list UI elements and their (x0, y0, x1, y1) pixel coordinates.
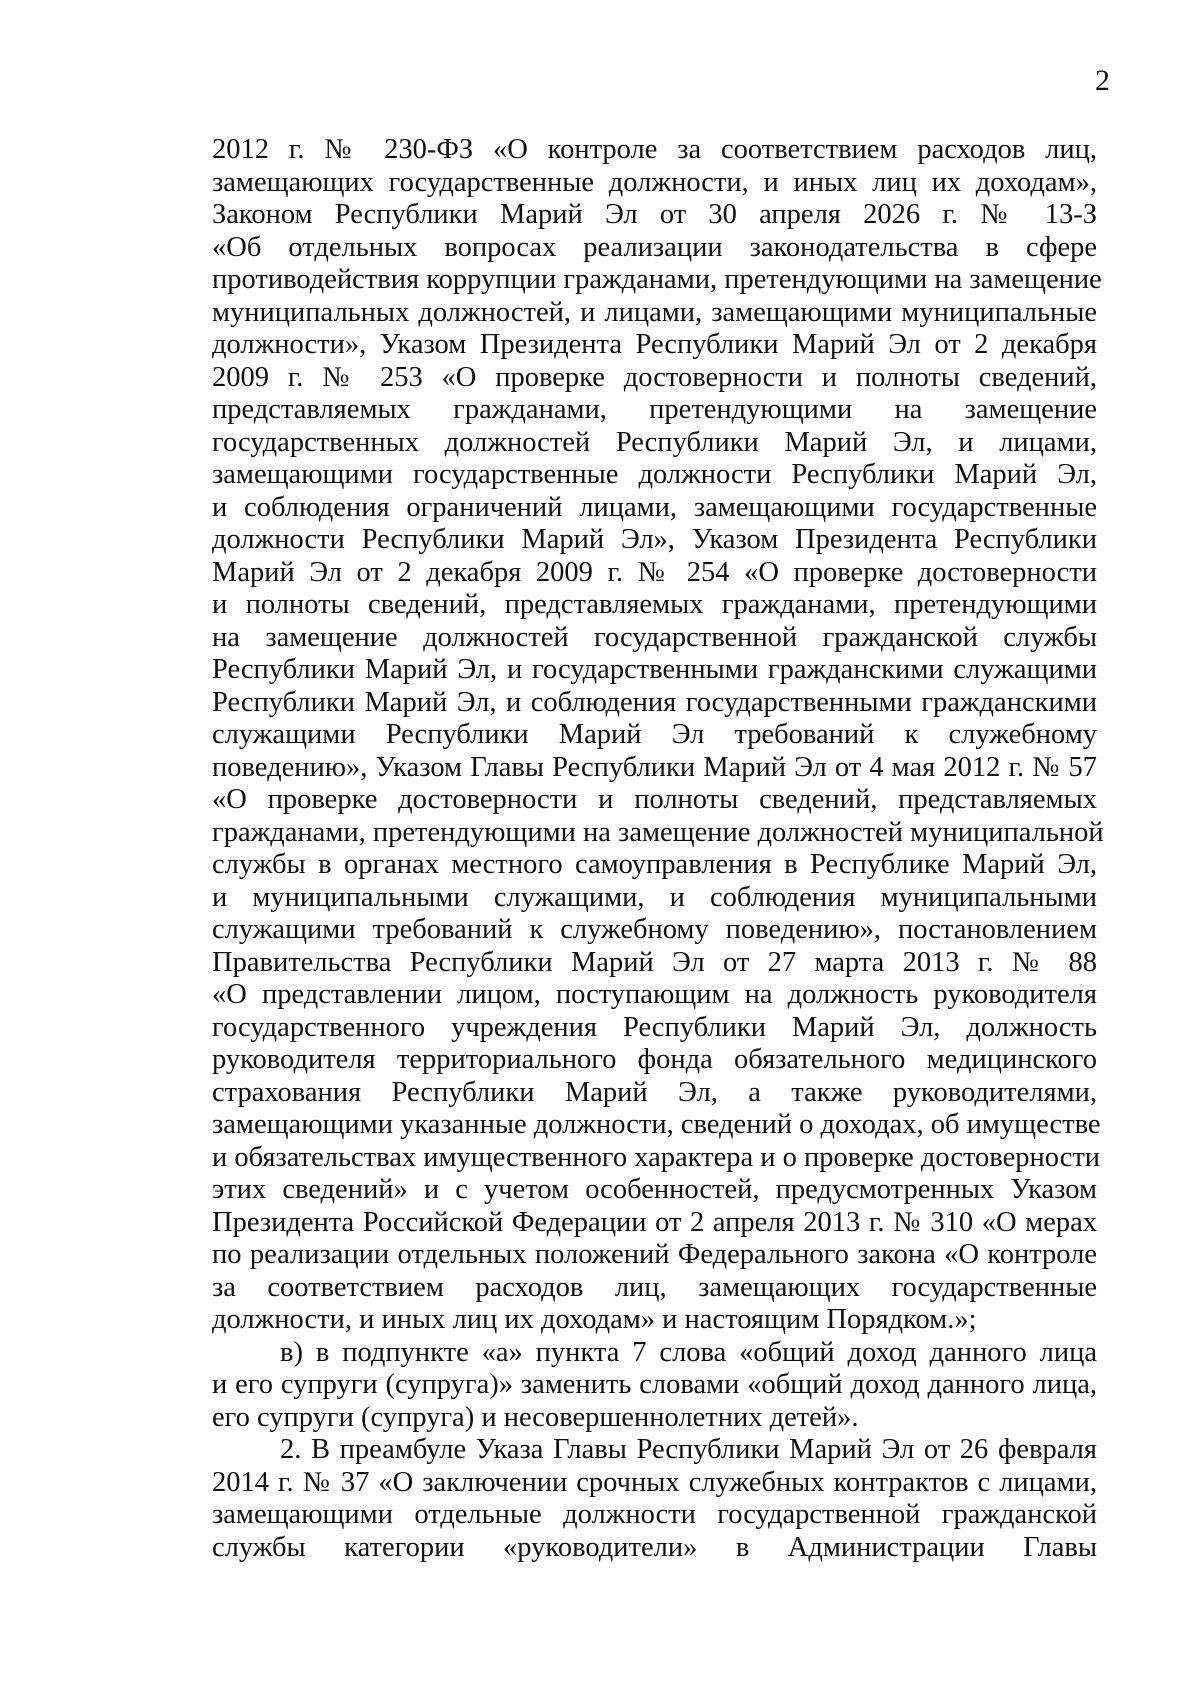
text-line: должности Республики Марий Эл», Указом Президента Республики (212, 524, 1097, 555)
text-line: службы категории «руководители» в Администрации Главы (212, 1531, 1097, 1563)
text-line: «Об отдельных вопросах реализации законодательства в сфере (212, 231, 1097, 263)
text-line: должности, и иных лиц их доходам» и настоящим Порядком.»; (212, 1304, 977, 1335)
text-line: службы в органах местного самоуправления в Республике Марий Эл, (212, 849, 1097, 880)
text-line: страхования Республики Марий Эл, а также руководителями, (212, 1076, 1097, 1108)
text-line: замещающих государственные должности, и иных лиц их доходам», (212, 166, 1097, 198)
text-line: Президента Российской Федерации от 2 апреля 2013 г. № 310 «О мерах (212, 1206, 1097, 1238)
text-line: руководителя территориального фонда обязательного медицинского (212, 1044, 1097, 1075)
text-line: 2012 г. № 230-ФЗ «О контроле за соответствием расходов лиц, (212, 134, 1097, 165)
text-line: и соблюдения ограничений лицами, замещающими государственные (212, 491, 1097, 523)
text-line: и муниципальными служащими, и соблюдения муниципальными (212, 881, 1097, 913)
paragraph-continuation (212, 134, 1104, 1337)
document-body (212, 134, 1104, 1564)
text-line: и обязательствах имущественного характера и о проверке достоверности (212, 1141, 1101, 1173)
text-line: 2009 г. № 253 «О проверке достоверности и полноты сведений, (212, 361, 1097, 393)
text-line: «О представлении лицом, поступающим на должность руководителя (212, 979, 1097, 1010)
text-line: представляемых гражданами, претендующими на замещение (212, 394, 1097, 425)
text-line: замещающими указанные должности, сведений о доходах, об имуществе (212, 1109, 1101, 1140)
text-line: 2014 г. № 37 «О заключении срочных служебных контрактов с лицами, (212, 1466, 1097, 1498)
text-line: его супруги (супруга) и несовершеннолетних детей». (212, 1401, 859, 1433)
text-line: служащими требований к служебному поведению», постановлением (212, 914, 1097, 945)
text-line: 2. В преамбуле Указа Главы Республики Марий Эл от 26 февраля (280, 1434, 1097, 1465)
text-line: должности», Указом Президента Республики Марий Эл от 2 декабря (212, 329, 1097, 360)
paragraph-item-2 (212, 1434, 1097, 1564)
text-line: государственного учреждения Республики Марий Эл, должность (212, 1011, 1097, 1043)
text-line: замещающими государственные должности Республики Марий Эл, (212, 459, 1097, 490)
text-line: по реализации отдельных положений Федерального закона «О контроле (212, 1239, 1097, 1270)
text-line: Законом Республики Марий Эл от 30 апреля 2026 г. № 13-З (212, 199, 1097, 230)
text-line: муниципальных должностей, и лицами, замещающими муниципальные (212, 296, 1097, 328)
text-line: в) в подпункте «а» пункта 7 слова «общий доход данного лица (280, 1336, 1097, 1368)
page-number: 2 (1095, 64, 1110, 97)
text-line: Республики Марий Эл, и государственными гражданскими служащими (212, 654, 1097, 685)
paragraph-subitem-v (212, 1337, 1097, 1435)
text-line: за соответствием расходов лиц, замещающих государственные (212, 1271, 1097, 1303)
text-line: Правительства Республики Марий Эл от 27 марта 2013 г. № 88 (212, 946, 1097, 978)
text-line: и полноты сведений, представляемых гражданами, претендующими (212, 589, 1097, 620)
text-line: «О проверке достоверности и полноты сведений, представляемых (212, 784, 1097, 815)
text-line: служащими Республики Марий Эл требований к служебному (212, 719, 1097, 750)
text-line: замещающими отдельные должности государственной гражданской (212, 1499, 1097, 1530)
text-line: государственных должностей Республики Марий Эл, и лицами, (212, 426, 1097, 458)
text-line: этих сведений» и с учетом особенностей, предусмотренных Указом (212, 1174, 1097, 1205)
text-line: поведению», Указом Главы Республики Марий Эл от 4 мая 2012 г. № 57 (212, 751, 1097, 783)
text-line: гражданами, претендующими на замещение должностей муниципальной (212, 816, 1104, 848)
text-line: Республики Марий Эл, и соблюдения государственными гражданскими (212, 686, 1097, 718)
text-line: и его супруги (супруга)» заменить словами «общий доход данного лица, (212, 1369, 1097, 1400)
text-line: на замещение должностей государственной гражданской службы (212, 621, 1097, 653)
text-line: противодействия коррупции гражданами, претендующими на замещение (212, 264, 1102, 295)
text-line: Марий Эл от 2 декабря 2009 г. № 254 «О проверке достоверности (212, 556, 1097, 588)
